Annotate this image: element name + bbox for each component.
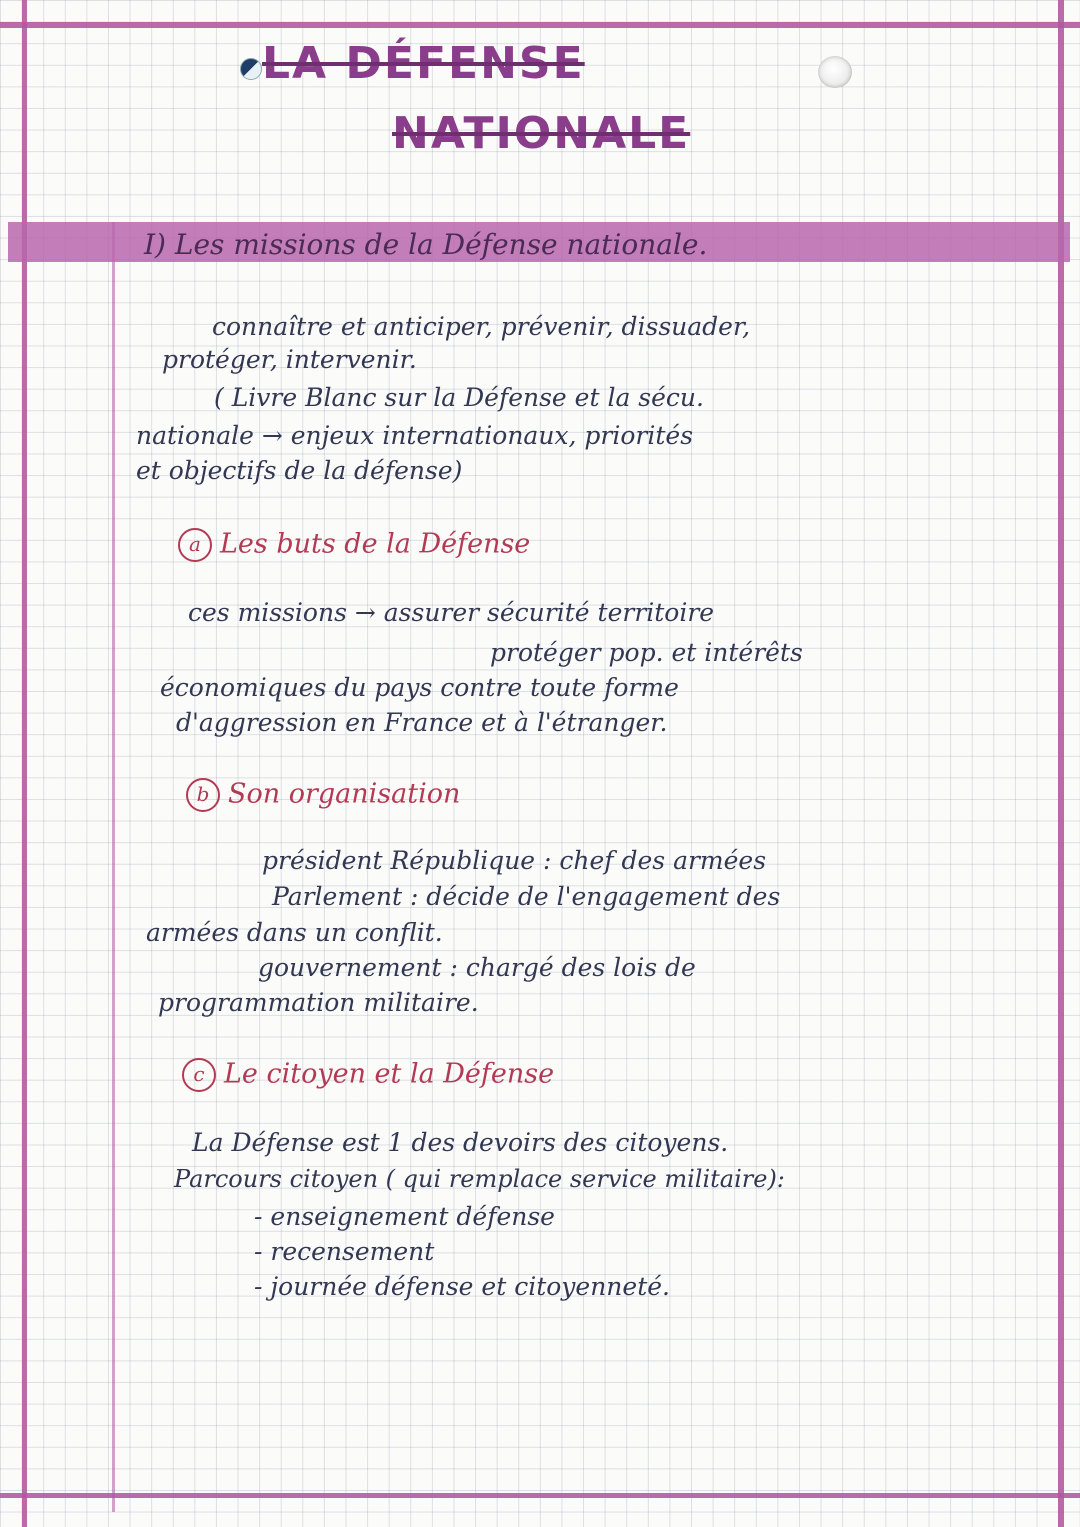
page-title-line2: NATIONALE bbox=[392, 108, 691, 159]
subsection-a-marker: a bbox=[178, 528, 212, 562]
sub-a-line-1: ces missions → assurer sécurité territoire bbox=[188, 598, 715, 627]
bottom-margin-line bbox=[0, 1493, 1080, 1498]
intro-line-2: protéger, intervenir. bbox=[162, 345, 417, 374]
sub-b-line-2: Parlement : décide de l'engagement des bbox=[272, 882, 781, 911]
sub-b-line-1: président République : chef des armées bbox=[262, 846, 767, 875]
page-title-line1: LA DÉFENSE bbox=[262, 38, 585, 89]
punch-hole-top bbox=[818, 56, 852, 88]
subsection-c-heading bbox=[182, 1058, 554, 1092]
subsection-b-title: Son organisation bbox=[228, 778, 461, 810]
sticker-dot-icon bbox=[240, 58, 262, 80]
sub-a-line-3: économiques du pays contre toute forme bbox=[160, 673, 679, 702]
subsection-a-heading bbox=[178, 528, 530, 562]
sub-b-line-5: programmation militaire. bbox=[158, 988, 479, 1017]
sub-c-line-4: - recensement bbox=[254, 1237, 435, 1266]
sub-c-line-3: - enseignement défense bbox=[254, 1202, 555, 1231]
intro-line-1: connaître et anticiper, prévenir, dissuader, bbox=[212, 312, 751, 341]
intro-line-3: ( Livre Blanc sur la Défense et la sécu. bbox=[214, 383, 704, 412]
section-heading: I) Les missions de la Défense nationale. bbox=[144, 228, 708, 261]
intro-line-5: et objectifs de la défense) bbox=[136, 456, 463, 485]
sub-a-line-2: protéger pop. et intérêts bbox=[490, 638, 803, 667]
top-margin-line bbox=[0, 22, 1080, 28]
sub-c-line-2: Parcours citoyen ( qui remplace service militaire): bbox=[174, 1165, 785, 1193]
intro-line-4: nationale → enjeux internationaux, priorités bbox=[136, 421, 694, 450]
sub-c-line-1: La Défense est 1 des devoirs des citoyens. bbox=[192, 1128, 729, 1157]
sub-c-line-5: - journée défense et citoyenneté. bbox=[254, 1272, 670, 1301]
sub-a-line-4: d'aggression en France et à l'étranger. bbox=[176, 708, 668, 737]
sub-b-line-3: armées dans un conflit. bbox=[146, 918, 443, 947]
sub-b-line-4: gouvernement : chargé des lois de bbox=[258, 953, 696, 982]
subsection-b-heading bbox=[186, 778, 460, 812]
inner-left-margin-line bbox=[112, 222, 115, 1512]
subsection-b-marker: b bbox=[186, 778, 220, 812]
subsection-c-marker: c bbox=[182, 1058, 216, 1092]
subsection-a-title: Les buts de la Défense bbox=[220, 528, 531, 560]
subsection-c-title: Le citoyen et la Défense bbox=[224, 1058, 555, 1090]
